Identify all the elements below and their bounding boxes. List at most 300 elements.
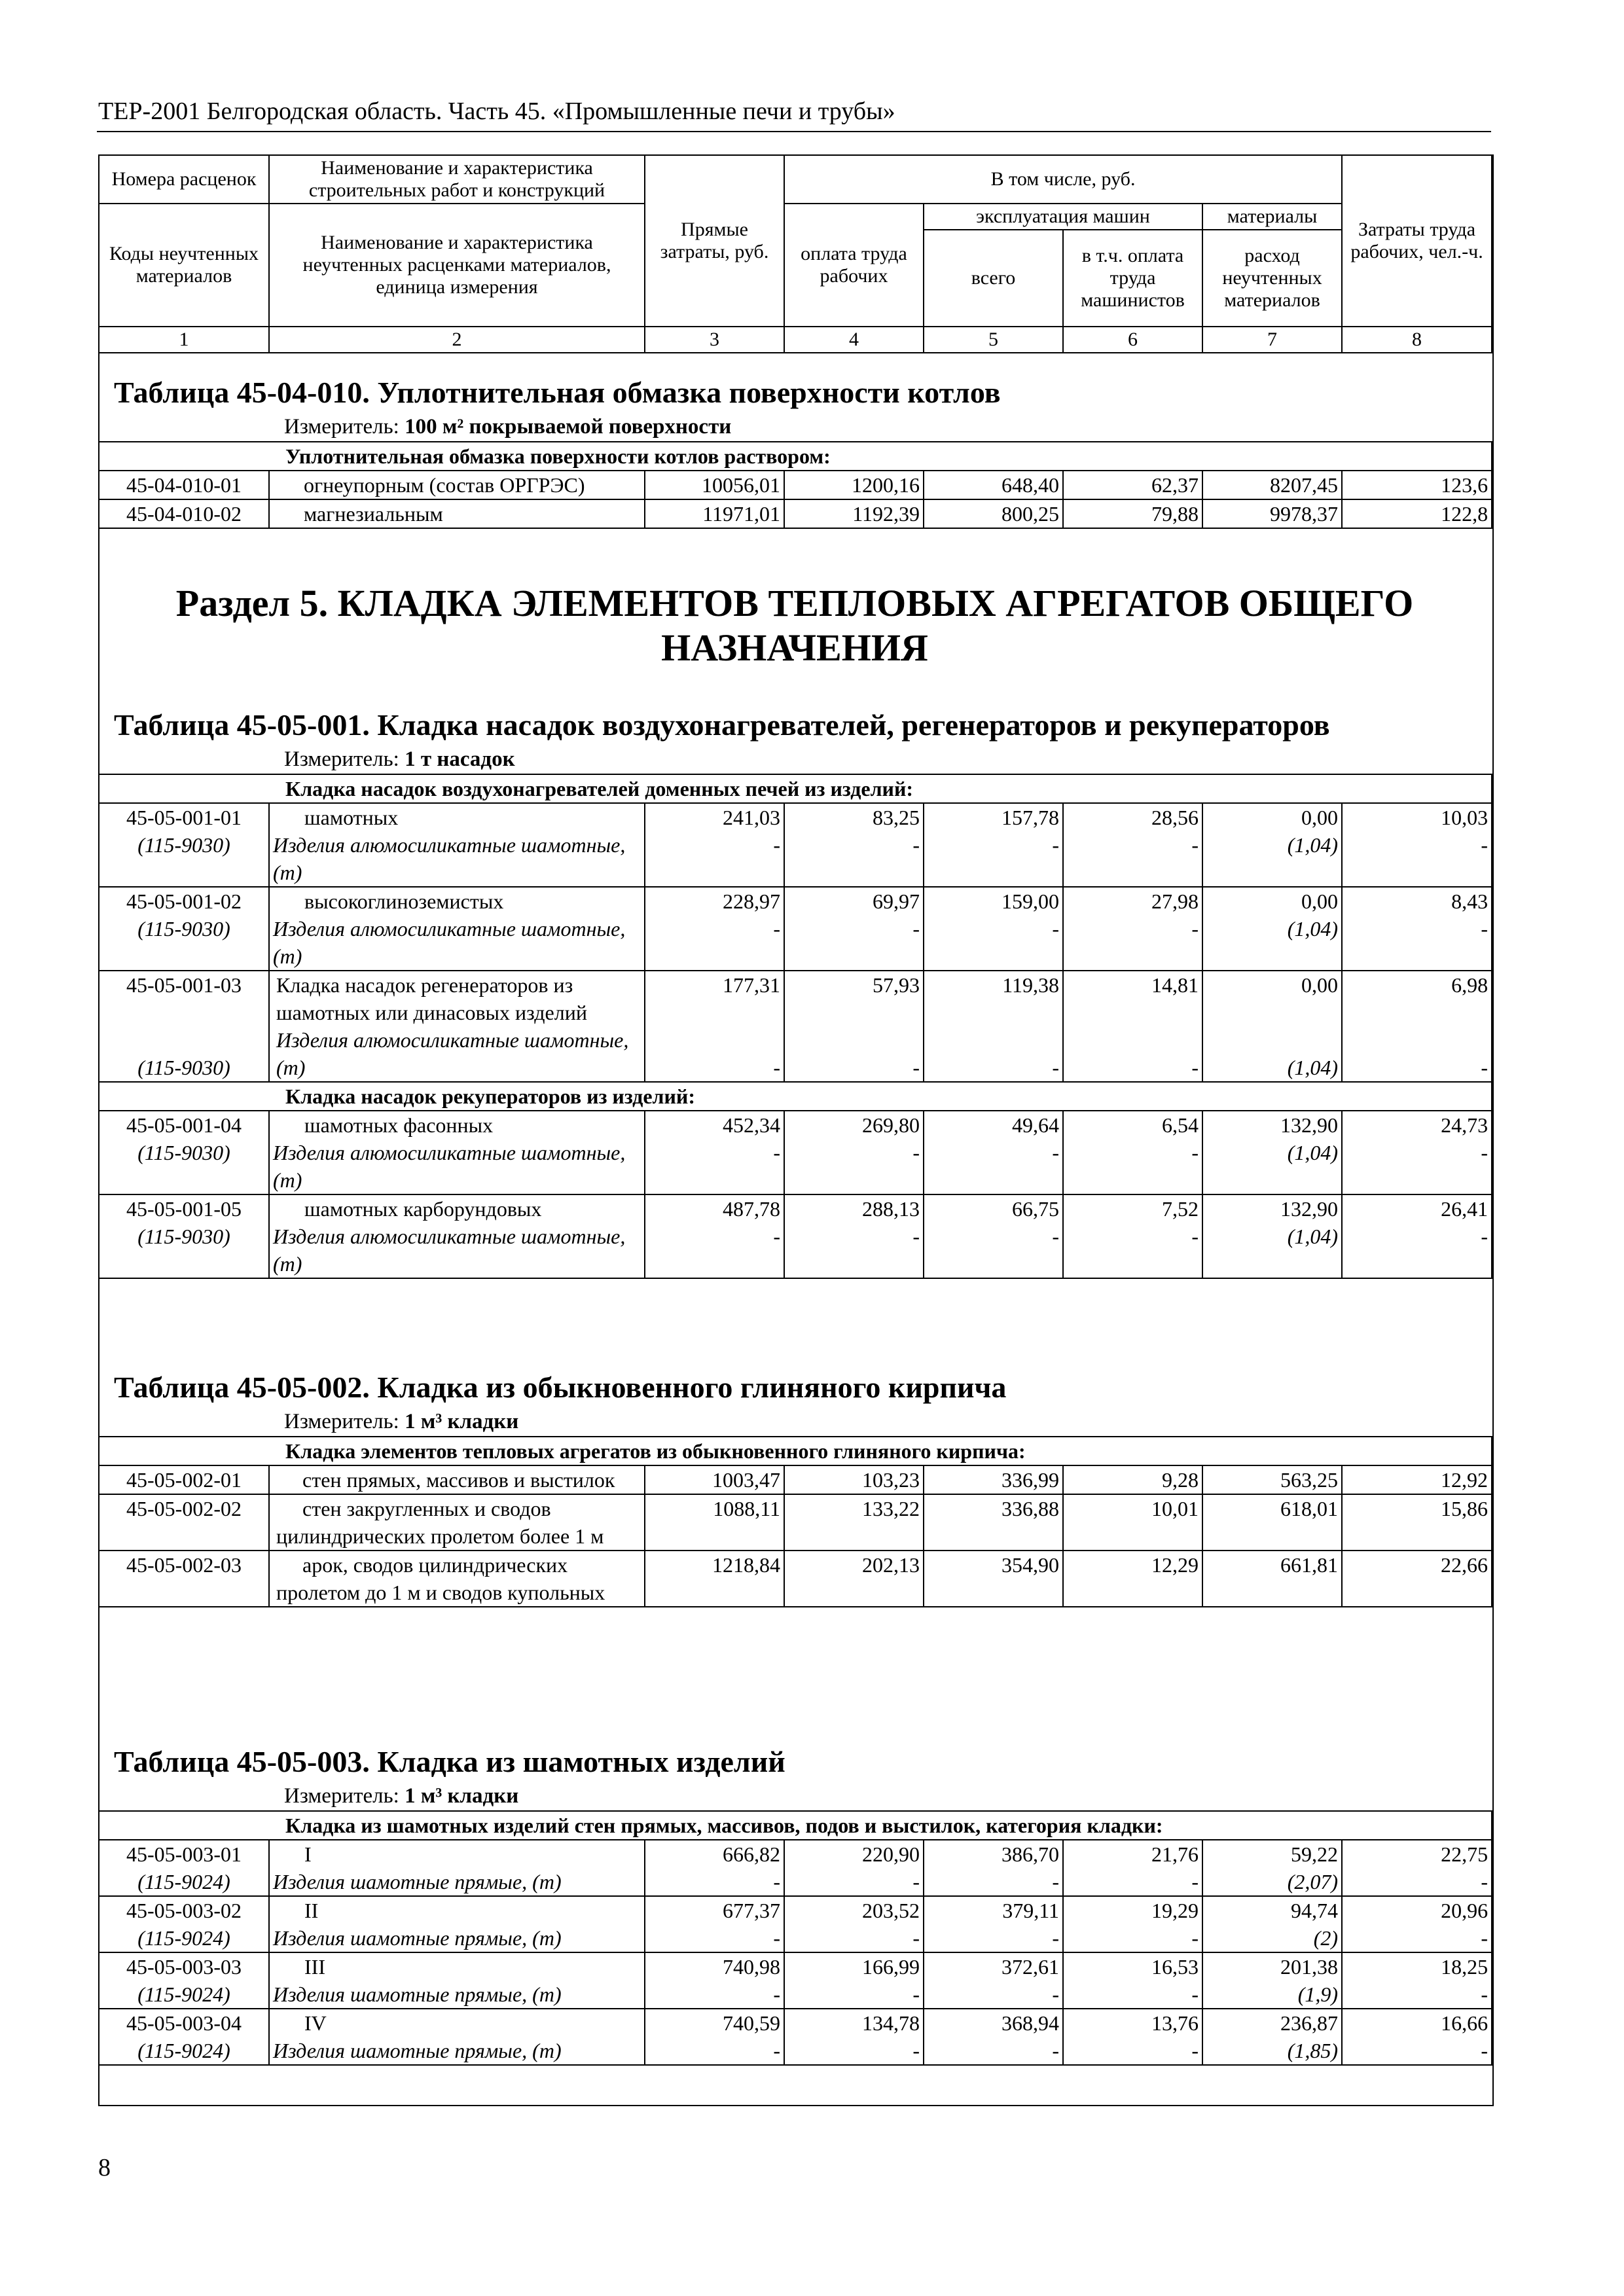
dash: - [1052, 1225, 1059, 1248]
cell-c8 [1342, 803, 1492, 887]
col-2-header-b: Наименование и характеристика неучтенных расценками материалов, единица измерения [269, 204, 645, 327]
value: 677,37 [723, 1899, 780, 1922]
material-name: Изделия шамотные прямые, (т) [273, 1870, 562, 1893]
value: 379,11 [1002, 1899, 1059, 1922]
table-row [99, 887, 1492, 971]
value: 19,29 [1151, 1899, 1199, 1922]
cell-c5 [924, 1840, 1063, 1896]
cell-c5 [924, 803, 1063, 887]
dash: - [1481, 2039, 1489, 2062]
dash: - [1191, 833, 1199, 857]
dash: - [773, 1056, 780, 1079]
material-code: (115-9030) [137, 917, 230, 941]
work-name: арок, сводов цилиндрических пролетом до 1 м и сводов купольных [276, 1553, 605, 1604]
value: 666,82 [723, 1842, 780, 1866]
col-1-header-a: Номера расценок [99, 155, 269, 204]
material-quantity: (1,04) [1287, 1141, 1338, 1164]
work-name: шамотных [304, 806, 399, 829]
value: 236,87 [1280, 2011, 1338, 2035]
material-quantity: (1,04) [1287, 833, 1338, 857]
cell-c5: 354,90 [924, 1551, 1063, 1607]
material-quantity: (1,9) [1297, 1982, 1338, 2006]
table-row [99, 499, 1492, 528]
table-body [98, 1810, 1492, 2066]
rate-number: 45-05-001-05 [126, 1197, 242, 1221]
material-code: (115-9024) [137, 1926, 230, 1950]
cell-c6 [1063, 2009, 1202, 2065]
dash: - [1481, 833, 1489, 857]
cell-c3: 1003,47 [645, 1465, 784, 1494]
value: 20,96 [1441, 1899, 1489, 1922]
table-45-05-002 [98, 1368, 1491, 1607]
table-row [99, 1111, 1492, 1194]
dash: - [1052, 1056, 1059, 1079]
col-number: 7 [1202, 327, 1342, 353]
value: 159,00 [1001, 889, 1059, 913]
dash: - [1191, 917, 1199, 941]
material-code: (115-9024) [137, 1982, 230, 2006]
material-code: (115-9024) [137, 2039, 230, 2062]
value: 16,66 [1441, 2011, 1489, 2035]
work-name: IV [304, 2011, 327, 2035]
cell-c8 [1342, 1111, 1492, 1194]
rate-name [269, 1194, 645, 1278]
cell-c5: 648,40 [924, 471, 1063, 499]
cell-c8: 22,66 [1342, 1551, 1492, 1607]
cell-c6 [1063, 1111, 1202, 1194]
rate-code: 45-04-010-01 [99, 471, 269, 499]
value: 16,53 [1151, 1955, 1199, 1979]
cell-c4 [784, 803, 924, 887]
rate-name [269, 887, 645, 971]
col-1-header-b: Коды неучтенных материалов [99, 204, 269, 327]
material-name: Изделия алюмосиликатные шамотные, (т) [273, 833, 626, 884]
value: 94,74 [1291, 1899, 1338, 1922]
cell-c3 [645, 1840, 784, 1896]
material-quantity: (2,07) [1287, 1870, 1338, 1893]
table-row [99, 1551, 1492, 1607]
rate-code [99, 971, 269, 1082]
work-name: шамотных фасонных [304, 1113, 494, 1137]
value: 13,76 [1151, 2011, 1199, 2035]
value: 27,98 [1151, 889, 1199, 913]
value: 132,90 [1280, 1113, 1338, 1137]
table-row [99, 971, 1492, 1082]
cell-c4 [784, 1896, 924, 1952]
dash: - [773, 917, 780, 941]
cell-c6 [1063, 887, 1202, 971]
cell-c6 [1063, 1194, 1202, 1278]
cell-c7 [1202, 1896, 1342, 1952]
incl-header: В том числе, руб. [784, 155, 1342, 204]
page-number: 8 [98, 2154, 111, 2181]
cell-c6: 9,28 [1063, 1465, 1202, 1494]
dash: - [1481, 1141, 1489, 1164]
rate-code: 45-05-002-02 [99, 1494, 269, 1551]
material-name: Изделия шамотные прямые, (т) [273, 1982, 562, 2006]
table-row [99, 1896, 1492, 1952]
dash: - [1052, 1870, 1059, 1893]
cell-c5: 336,99 [924, 1465, 1063, 1494]
material-name: Изделия алюмосиликатные шамотные, (т) [273, 917, 626, 968]
table-body [98, 1436, 1492, 1607]
value: 487,78 [723, 1197, 780, 1221]
cell-c5 [924, 1952, 1063, 2009]
rate-code [99, 887, 269, 971]
cell-c4 [784, 1840, 924, 1896]
rate-name [269, 1111, 645, 1194]
cell-c7: 9978,37 [1202, 499, 1342, 528]
col-2-header-a: Наименование и характеристика строительных работ и конструкций [269, 155, 645, 204]
rate-code: 45-04-010-02 [99, 499, 269, 528]
meter-value: 100 м² покрываемой поверхности [405, 415, 732, 439]
cell-c8 [1342, 1194, 1492, 1278]
material-name: Изделия алюмосиликатные шамотные, (т) [273, 1225, 626, 1276]
cell-c4: 133,22 [784, 1494, 924, 1551]
cell-c8 [1342, 1952, 1492, 2009]
cell-c4 [784, 2009, 924, 2065]
rate-code [99, 1896, 269, 1952]
dash: - [912, 1870, 920, 1893]
meter-value: 1 м³ кладки [405, 1410, 519, 1433]
cell-c6 [1063, 1896, 1202, 1952]
table-subheader: Уплотнительная обмазка поверхности котлов раствором: [99, 442, 1492, 471]
cell-c4 [784, 1952, 924, 2009]
cell-c4 [784, 1111, 924, 1194]
cell-c3 [645, 803, 784, 887]
dash: - [1052, 917, 1059, 941]
rate-number: 45-05-003-03 [126, 1955, 242, 1979]
value: 6,54 [1162, 1113, 1199, 1137]
work-name: высокоглиноземистых [304, 889, 504, 913]
cell-c5 [924, 971, 1063, 1082]
material-name: Изделия шамотные прямые, (т) [273, 2039, 562, 2062]
table-meter [284, 1407, 1491, 1436]
rate-code [99, 1952, 269, 2009]
table-row [99, 471, 1492, 499]
value: 8,43 [1451, 889, 1489, 913]
cell-c8 [1342, 1840, 1492, 1896]
col-number: 6 [1063, 327, 1202, 353]
rate-name [269, 803, 645, 887]
cell-c8: 12,92 [1342, 1465, 1492, 1494]
col-number: 4 [784, 327, 924, 353]
table-row [99, 1494, 1492, 1551]
cell-c5: 800,25 [924, 499, 1063, 528]
table-45-05-001 [98, 706, 1491, 1279]
material-name: Изделия алюмосиликатные шамотные, (т) [273, 1141, 626, 1192]
cell-c8: 15,86 [1342, 1494, 1492, 1551]
section-5-title: Раздел 5. КЛАДКА ЭЛЕМЕНТОВ ТЕПЛОВЫХ АГРЕГАТОВ ОБЩЕГО НАЗНАЧЕНИЯ [175, 582, 1414, 669]
rate-code [99, 1194, 269, 1278]
col-number: 1 [99, 327, 269, 353]
material-name: Изделия шамотные прямые, (т) [273, 1926, 562, 1950]
col-number: 3 [645, 327, 784, 353]
cell-c3 [645, 1111, 784, 1194]
table-subheader: Кладка насадок рекуператоров из изделий: [99, 1082, 1492, 1111]
col-6-header: в т.ч. оплата труда машинистов [1063, 230, 1202, 327]
table-45-05-003 [98, 1742, 1491, 2066]
work-name: стен прямых, массивов и выстилок [302, 1468, 615, 1492]
cell-c3: 1218,84 [645, 1551, 784, 1607]
rate-name [269, 1952, 645, 2009]
meter-value: 1 т насадок [405, 747, 515, 771]
cell-c8 [1342, 971, 1492, 1082]
dash: - [912, 1225, 920, 1248]
col-5-header: всего [924, 230, 1063, 327]
dash: - [773, 2039, 780, 2062]
cell-c4: 202,13 [784, 1551, 924, 1607]
cell-c8: 123,6 [1342, 471, 1492, 499]
col-number: 5 [924, 327, 1063, 353]
dash: - [773, 1982, 780, 2006]
table-row [99, 1952, 1492, 2009]
value: 386,70 [1001, 1842, 1059, 1866]
col-7-header: расход неучтенных материалов [1202, 230, 1342, 327]
table-subheader: Кладка насадок воздухонагревателей доменных печей из изделий: [99, 774, 1492, 803]
rate-name [269, 1465, 645, 1494]
dash: - [912, 917, 920, 941]
cell-c8 [1342, 2009, 1492, 2065]
value: 83,25 [873, 806, 920, 829]
dash: - [773, 1225, 780, 1248]
table-title: Таблица 45-05-002. Кладка из обыкновенного глиняного кирпича [114, 1371, 1007, 1404]
cell-c3 [645, 2009, 784, 2065]
value: 0,00 [1301, 806, 1338, 829]
work-name: III [304, 1955, 325, 1979]
dash: - [1481, 917, 1489, 941]
cell-c3: 1088,11 [645, 1494, 784, 1551]
dash: - [1481, 1982, 1489, 2006]
cell-c8: 122,8 [1342, 499, 1492, 528]
value: 57,93 [873, 973, 920, 997]
table-row [99, 1194, 1492, 1278]
work-name: Кладка насадок регенераторов из шамотных или динасовых изделий [276, 973, 587, 1024]
value: 10,03 [1441, 806, 1489, 829]
dash: - [773, 1870, 780, 1893]
cell-c6 [1063, 803, 1202, 887]
header-rule [97, 131, 1491, 132]
rate-name [269, 1840, 645, 1896]
table-row [99, 1465, 1492, 1494]
dash: - [1191, 2039, 1199, 2062]
cell-c4 [784, 971, 924, 1082]
dash: - [912, 2039, 920, 2062]
running-header: ТЕР-2001 Белгородская область. Часть 45. «Промышленные печи и трубы» [98, 98, 895, 125]
cell-c6 [1063, 1840, 1202, 1896]
work-name: II [304, 1899, 319, 1922]
cell-c8 [1342, 887, 1492, 971]
cell-c7: 8207,45 [1202, 471, 1342, 499]
dash: - [1052, 2039, 1059, 2062]
value: 241,03 [723, 806, 780, 829]
dash: - [1481, 1056, 1489, 1079]
dash: - [773, 1141, 780, 1164]
value: 21,76 [1151, 1842, 1199, 1866]
material-code: (115-9030) [137, 833, 230, 857]
col-number: 2 [269, 327, 645, 353]
value: 288,13 [862, 1197, 920, 1221]
rate-number: 45-05-003-02 [126, 1899, 242, 1922]
cell-c3: 11971,01 [645, 499, 784, 528]
material-code: (115-9030) [137, 1141, 230, 1164]
cell-c3: 10056,01 [645, 471, 784, 499]
rate-number: 45-05-001-02 [126, 889, 242, 913]
cell-c4: 1192,39 [784, 499, 924, 528]
value: 49,64 [1012, 1113, 1059, 1137]
table-row [99, 1840, 1492, 1896]
value: 6,98 [1451, 973, 1489, 997]
cell-c6: 62,37 [1063, 471, 1202, 499]
rate-number: 45-05-001-04 [126, 1113, 242, 1137]
table-title: Таблица 45-05-003. Кладка из шамотных изделий [114, 1745, 785, 1778]
dash: - [773, 833, 780, 857]
value: 24,73 [1441, 1113, 1489, 1137]
dash: - [1481, 1870, 1489, 1893]
cell-c7 [1202, 1194, 1342, 1278]
value: 132,90 [1280, 1197, 1338, 1221]
meter-label: Измеритель: [284, 747, 399, 771]
work-name: шамотных карборундовых [304, 1197, 542, 1221]
meter-label: Измеритель: [284, 415, 399, 439]
value: 740,59 [723, 2011, 780, 2035]
cell-c7: 661,81 [1202, 1551, 1342, 1607]
meter-label: Измеритель: [284, 1410, 399, 1433]
dash: - [1191, 1870, 1199, 1893]
value: 28,56 [1151, 806, 1199, 829]
cell-c7 [1202, 887, 1342, 971]
meter-value: 1 м³ кладки [405, 1784, 519, 1808]
dash: - [1191, 1982, 1199, 2006]
cell-c7 [1202, 1840, 1342, 1896]
dash: - [912, 1982, 920, 2006]
rate-code [99, 1111, 269, 1194]
value: 0,00 [1301, 889, 1338, 913]
value: 452,34 [723, 1113, 780, 1137]
rate-name [269, 2009, 645, 2065]
rate-number: 45-05-001-03 [126, 973, 242, 997]
cell-c5 [924, 2009, 1063, 2065]
dash: - [1191, 1056, 1199, 1079]
material-quantity: (1,04) [1287, 917, 1338, 941]
table-meter [284, 745, 1491, 774]
rate-name: огнеупорным (состав ОРГРЭС) [269, 471, 645, 499]
rate-number: 45-05-003-01 [126, 1842, 242, 1866]
table-row [99, 2009, 1492, 2065]
cell-c4 [784, 1194, 924, 1278]
cell-c6 [1063, 971, 1202, 1082]
table-subheader: Кладка элементов тепловых агрегатов из обыкновенного глиняного кирпича: [99, 1437, 1492, 1465]
cell-c4: 103,23 [784, 1465, 924, 1494]
rate-name [269, 1494, 645, 1551]
table-meter [284, 1782, 1491, 1810]
dash: - [1481, 1225, 1489, 1248]
rate-number: 45-05-001-01 [126, 806, 242, 829]
value: 66,75 [1012, 1197, 1059, 1221]
material-quantity: (1,85) [1287, 2039, 1338, 2062]
value: 59,22 [1291, 1842, 1338, 1866]
rate-name: магнезиальным [269, 499, 645, 528]
cell-c3 [645, 1194, 784, 1278]
dash: - [1191, 1225, 1199, 1248]
value: 134,78 [862, 2011, 920, 2035]
rate-code: 45-05-002-01 [99, 1465, 269, 1494]
table-row [99, 803, 1492, 887]
col-8-header: Затраты труда рабочих, чел.-ч. [1342, 155, 1492, 327]
value: 0,00 [1301, 973, 1338, 997]
value: 177,31 [723, 973, 780, 997]
dash: - [1191, 1141, 1199, 1164]
value: 201,38 [1280, 1955, 1338, 1979]
cell-c3 [645, 887, 784, 971]
dash: - [1052, 833, 1059, 857]
dash: - [1052, 1982, 1059, 2006]
rate-code [99, 1840, 269, 1896]
value: 69,97 [873, 889, 920, 913]
value: 740,98 [723, 1955, 780, 1979]
material-code: (115-9030) [137, 1225, 230, 1248]
dash: - [1052, 1141, 1059, 1164]
dash: - [1191, 1926, 1199, 1950]
material-code: (115-9024) [137, 1870, 230, 1893]
cell-c7: 618,01 [1202, 1494, 1342, 1551]
value: 22,75 [1441, 1842, 1489, 1866]
rate-code: 45-05-002-03 [99, 1551, 269, 1607]
material-quantity: (1,04) [1287, 1225, 1338, 1248]
value: 228,97 [723, 889, 780, 913]
cell-c3 [645, 1896, 784, 1952]
work-name: I [304, 1842, 312, 1866]
dash: - [1481, 1926, 1489, 1950]
cell-c3 [645, 1952, 784, 2009]
work-name: стен закругленных и сводов цилиндрических пролетом более 1 м [276, 1497, 604, 1548]
dash: - [912, 1056, 920, 1079]
value: 203,52 [862, 1899, 920, 1922]
machines-header: эксплуатация машин [924, 204, 1202, 230]
cell-c3 [645, 971, 784, 1082]
dash: - [912, 1141, 920, 1164]
cell-c7 [1202, 803, 1342, 887]
value: 166,99 [862, 1955, 920, 1979]
cell-c8 [1342, 1896, 1492, 1952]
value: 368,94 [1001, 2011, 1059, 2035]
cell-c5 [924, 1111, 1063, 1194]
value: 18,25 [1441, 1955, 1489, 1979]
material-code: (115-9030) [137, 1056, 230, 1079]
table-title: Таблица 45-05-001. Кладка насадок воздухонагревателей, регенераторов и рекуператоров [114, 708, 1330, 742]
value: 14,81 [1151, 973, 1199, 997]
cell-c7 [1202, 971, 1342, 1082]
material-name: Изделия алюмосиликатные шамотные, (т) [276, 1028, 629, 1079]
col-4-header: оплата труда рабочих [784, 204, 924, 327]
cell-c6: 10,01 [1063, 1494, 1202, 1551]
col-number: 8 [1342, 327, 1492, 353]
cell-c5 [924, 1896, 1063, 1952]
cell-c5: 336,88 [924, 1494, 1063, 1551]
value: 269,80 [862, 1113, 920, 1137]
cell-c7 [1202, 1111, 1342, 1194]
value: 372,61 [1001, 1955, 1059, 1979]
dash: - [773, 1926, 780, 1950]
material-quantity: (2) [1313, 1926, 1338, 1950]
cell-c7: 563,25 [1202, 1465, 1342, 1494]
material-quantity: (1,04) [1287, 1056, 1338, 1079]
table-body [98, 774, 1492, 1279]
dash: - [912, 1926, 920, 1950]
table-meter [284, 412, 1491, 441]
value: 119,38 [1002, 973, 1059, 997]
rate-name [269, 1551, 645, 1607]
